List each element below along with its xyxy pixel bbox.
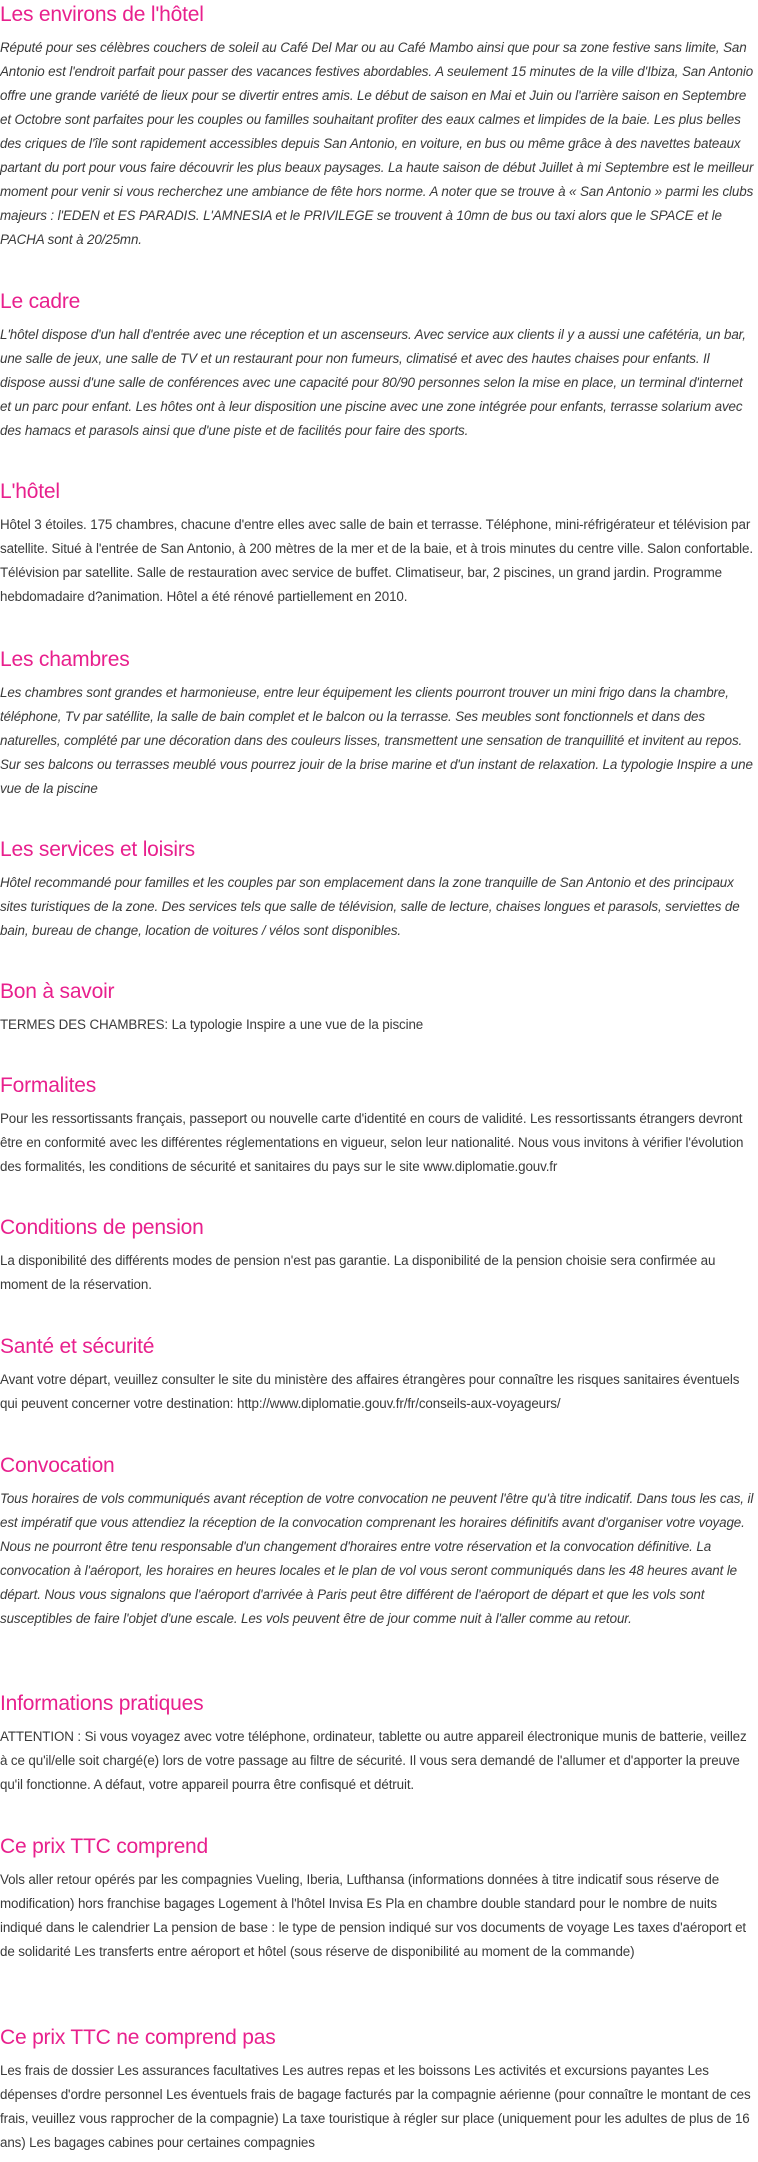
section-chambres: [0, 646, 758, 801]
section-title-cadre: Le cadre: [0, 290, 81, 313]
section-body-sante-securite: Avant votre départ, veuillez consulter le site du ministère des affaires étrangères pour connaître les risques sanitaires éventuels qui peuvent concerner votre destination: http://www.diplomatie.gouv.fr/fr/conseils-aux-voyageurs/: [0, 1372, 740, 1411]
section-body-formalites: Pour les ressortissants français, passeport ou nouvelle carte d'identité en cours de validité. Les ressortissants étrangers devront être en conformité avec les différentes réglementations en vigueur, selon leur nationalité. Nous vous invitons à vérifier l'évolution des formalités, les conditions de sécurité et sanitaires du pays sur le site www.diplomatie.gouv.fr: [0, 1111, 744, 1174]
section-body-bon-a-savoir: TERMES DES CHAMBRES: La typologie Inspire a une vue de la piscine: [0, 1017, 424, 1032]
section-title-sante-securite: Santé et sécurité: [0, 1335, 155, 1358]
section-convocation: [0, 1452, 758, 1631]
section-body-cadre: L'hôtel dispose d'un hall d'entrée avec une réception et un ascenseurs. Avec service aux clients il y a aussi une cafétéria, un bar, une salle de jeux, une salle de TV et un restaurant pour non fumeurs, climatisé et avec des hautes chaises pour enfants. Il dispose aussi d'une salle de conférences avec une capacité pour 80/90 personnes selon la mise en place, un terminal d'internet et un parc pour enfant. Les hôtes ont à leur disposition une piscine avec une zone intégrée pour enfants, terrasse solarium avec des hamacs et parasols ainsi que d'une piste et de facilités pour faire des sports.: [0, 327, 746, 438]
section-title-convocation: Convocation: [0, 1454, 115, 1477]
section-hotel: [0, 478, 758, 609]
section-sante-securite: [0, 1333, 758, 1416]
section-title-chambres: Les chambres: [0, 648, 130, 671]
section-title-formalites: Formalites: [0, 1074, 97, 1097]
section-body-informations-pratiques: ATTENTION : Si vous voyagez avec votre téléphone, ordinateur, tablette ou autre appareil électronique munis de batterie, veillez à ce qu'il/elle soit chargé(e) lors de votre passage au filtre de sécurité. Il vous sera demandé de l'allumer et d'apporter la preuve qu'il fonctionne. A défaut, votre appareil pourra être confisqué et détruit.: [0, 1729, 747, 1792]
section-title-prix-comprend: Ce prix TTC comprend: [0, 1835, 209, 1858]
section-body-environs: Réputé pour ses célèbres couchers de soleil au Café Del Mar ou au Café Mambo ainsi que pour sa zone festive sans limite, San Antonio est l'endroit parfait pour passer des vacances festives abordables. A seulement 15 minutes de la ville d'Ibiza, San Antonio offre une grande variété de lieux pour se divertir entres amis. Le début de saison en Mai et Juin ou l'arrière saison en Septembre et Octobre sont parfaites pour les couples ou familles souhaitant profiter des eaux calmes et limpides de la baie. Les plus belles des criques de l'île sont rapidement accessibles depuis San Antonio, en voiture, en bus ou même grâce à des navettes bateaux partant du port pour vous faire découvrir les plus beaux paysages. La haute saison de début Juillet à mi Septembre est le meilleur moment pour venir si vous recherchez une ambiance de fête hors norme. A noter que se trouve à « San Antonio » parmi les clubs majeurs : l'EDEN et ES PARADIS. L'AMNESIA et le PRIVILEGE se trouvent à 10mn de bus ou taxi alors que le SPACE et le PACHA sont à 20/25mn.: [0, 40, 754, 247]
section-body-hotel: Hôtel 3 étoiles. 175 chambres, chacune d'entre elles avec salle de bain et terrasse. Téléphone, mini-réfrigérateur et télévision par satellite. Situé à l'entrée de San Antonio, à 200 mètres de la mer et de la baie, et à trois minutes du centre ville. Salon confortable. Télévision par satellite. Salle de restauration avec service de buffet. Climatiseur, bar, 2 piscines, un grand jardin. Programme hebdomadaire d?animation. Hôtel a été rénové partiellement en 2010.: [0, 517, 753, 604]
section-body-convocation: Tous horaires de vols communiqués avant réception de votre convocation ne peuvent l'être qu'à titre indicatif. Dans tous les cas, il est impératif que vous attendiez la réception de la convocation comprenant les horaires définitifs avant d'organiser votre voyage. Nous ne pourront être tenu responsable d'un changement d'horaires entre votre réservation et la convocation définitive. La convocation à l'aéroport, les horaires en heures locales et le plan de vol vous seront communiqués dans les 48 heures avant le départ. Nous vous signalons que l'aéroport d'arrivée à Paris peut être différent de l'aéroport de départ et que les vols sont susceptibles de faire l'objet d'une escale. Les vols peuvent être de jour comme nuit à l'aller comme au retour.: [0, 1491, 754, 1626]
section-title-bon-a-savoir: Bon à savoir: [0, 980, 115, 1003]
section-body-chambres: Les chambres sont grandes et harmonieuse, entre leur équipement les clients pourront trouver un mini frigo dans la chambre, téléphone, Tv par satéllite, la salle de bain complet et le balcon ou la terrasse. Ses meubles sont fonctionnels et dans des naturelles, complété par une décoration dans des couleurs lisses, transmettent une sensation de tranquillité et invitent au repos. Sur ses balcons ou terrasses meublé vous pourrez jouir de la brise marine et d'un instant de relaxation. La typologie Inspire a une vue de la piscine: [0, 685, 753, 796]
section-services: [0, 836, 758, 943]
section-informations-pratiques: [0, 1690, 758, 1797]
section-formalites: [0, 1072, 758, 1179]
section-title-informations-pratiques: Informations pratiques: [0, 1692, 204, 1715]
section-title-prix-ne-comprend-pas: Ce prix TTC ne comprend pas: [0, 2026, 276, 2049]
section-prix-comprend: [0, 1833, 758, 1964]
section-conditions-pension: [0, 1214, 758, 1297]
section-body-prix-ne-comprend-pas: Les frais de dossier Les assurances facultatives Les autres repas et les boissons Les activités et excursions payantes Les dépenses d'ordre personnel Les éventuels frais de bagage facturés par la compagnie aérienne (pour connaître le montant de ces frais, veuillez vous rapprocher de la compagnie) La taxe touristique à régler sur place (uniquement pour les adultes de plus de 16 ans) Les bagages cabines pour certaines compagnies: [0, 2063, 751, 2150]
section-bon-a-savoir: [0, 978, 758, 1037]
section-title-environs: Les environs de l'hôtel: [0, 3, 204, 26]
section-title-conditions-pension: Conditions de pension: [0, 1216, 204, 1239]
section-body-prix-comprend: Vols aller retour opérés par les compagnies Vueling, Iberia, Lufthansa (informations données à titre indicatif sous réserve de modification) hors franchise bagages Logement à l'hôtel Invisa Es Pla en chambre double standard pour le nombre de nuits indiqué dans le calendrier La pension de base : le type de pension indiqué sur vos documents de voyage Les taxes d'aéroport et de solidarité Les transferts entre aéroport et hôtel (sous réserve de disponibilité au moment de la commande): [0, 1872, 747, 1959]
section-body-services: Hôtel recommandé pour familles et les couples par son emplacement dans la zone tranquille de San Antonio et des principaux sites turistiques de la zone. Des services tels que salle de télévision, salle de lecture, chaises longues et parasols, serviettes de bain, bureau de change, location de voitures / vélos sont disponibles.: [0, 875, 740, 938]
section-environs: [0, 1, 758, 252]
section-prix-ne-comprend-pas: [0, 2024, 758, 2155]
section-title-services: Les services et loisirs: [0, 838, 195, 861]
section-title-hotel: L'hôtel: [0, 480, 60, 503]
section-cadre: [0, 288, 758, 443]
section-body-conditions-pension: La disponibilité des différents modes de pension n'est pas garantie. La disponibilité de la pension choisie sera confirmée au moment de la réservation.: [0, 1253, 716, 1292]
